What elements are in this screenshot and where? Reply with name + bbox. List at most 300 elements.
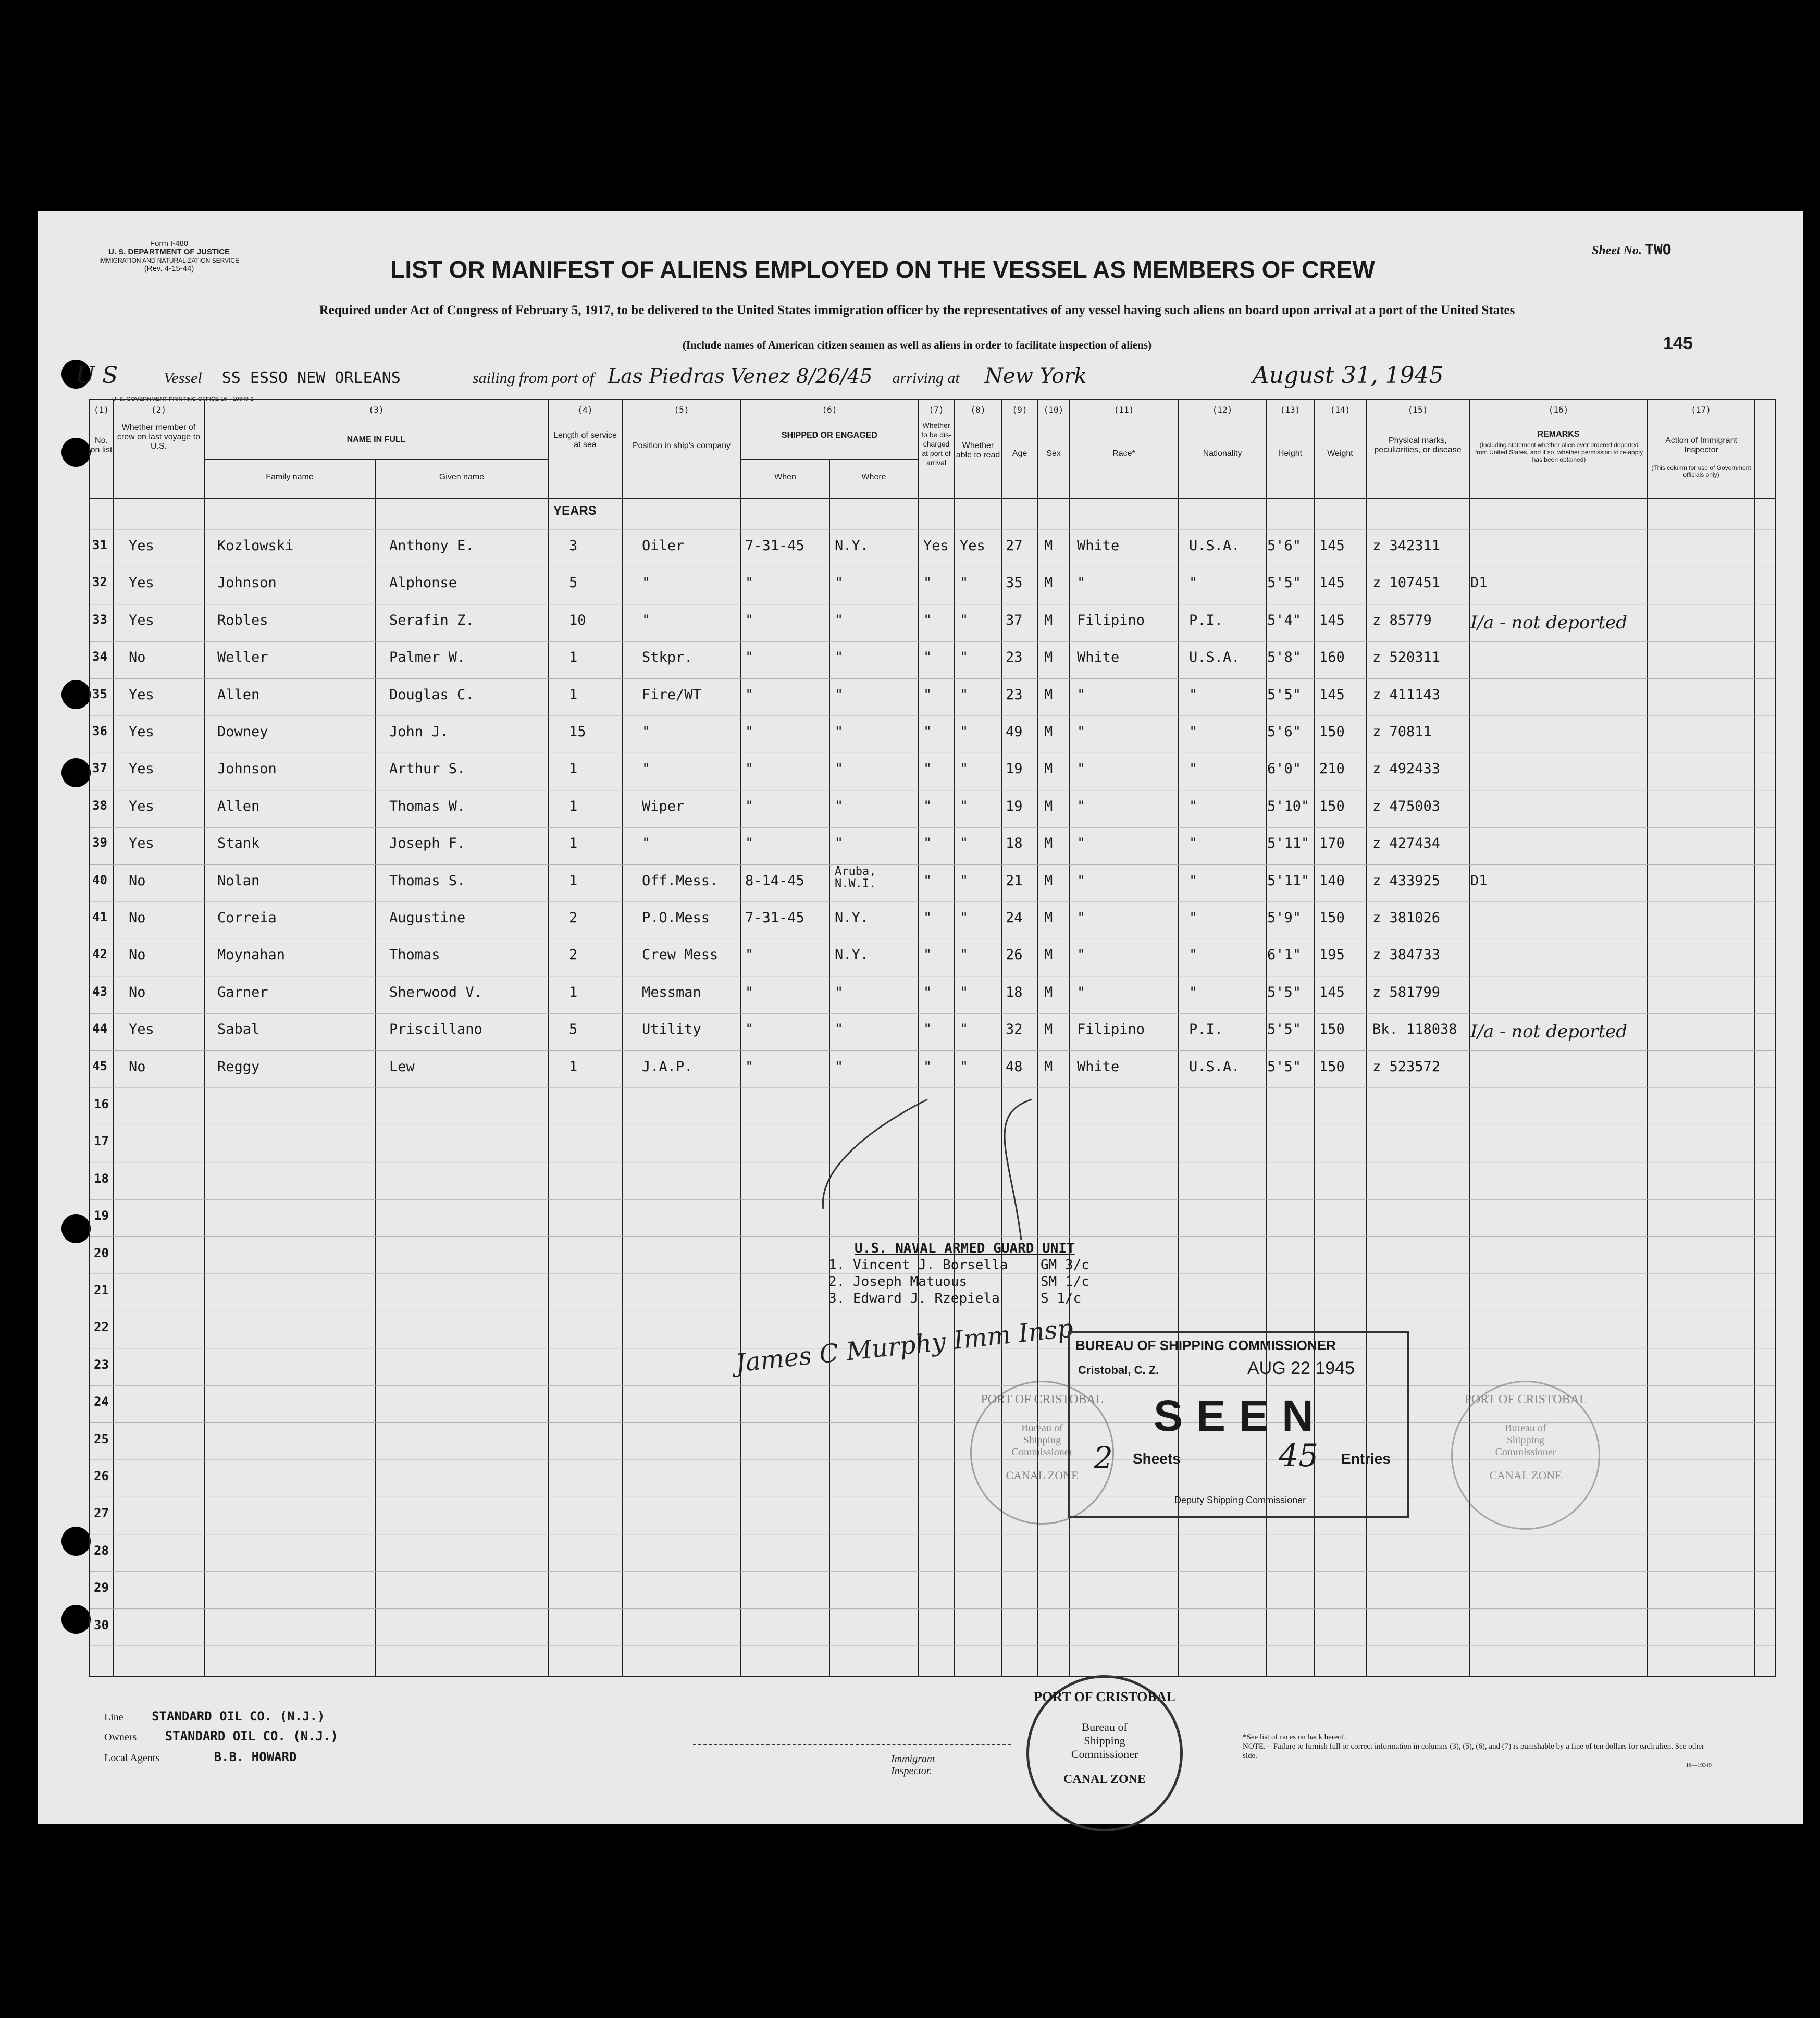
previous-voyage: Yes: [129, 686, 154, 703]
nationality: ": [1189, 984, 1198, 1000]
vessel-mark: U S: [76, 362, 118, 389]
family-name: Weller: [217, 649, 268, 666]
row-number: 26: [94, 1469, 109, 1483]
sex: M: [1044, 761, 1053, 777]
shipped-when: ": [745, 761, 754, 777]
race: ": [1077, 984, 1086, 1000]
col-num: (3): [368, 405, 384, 415]
race: ": [1077, 575, 1086, 591]
table-row: [90, 607, 1775, 644]
seal-outer-text: PORT OF CRISTOBAL: [981, 1393, 1104, 1406]
previous-voyage: No: [129, 947, 146, 963]
family-name: Sabal: [217, 1021, 260, 1038]
given-name: Thomas W.: [389, 798, 466, 814]
age: 37: [1006, 612, 1023, 628]
discharged: ": [923, 649, 932, 666]
arriving-port: New York: [984, 364, 1087, 388]
discharged: ": [923, 910, 932, 926]
nationality: ": [1189, 947, 1198, 963]
age: 27: [1006, 538, 1023, 554]
position: ": [642, 761, 651, 777]
given-name: Priscillano: [389, 1021, 482, 1038]
row-number: 37: [92, 761, 107, 776]
table-row: [90, 1054, 1775, 1091]
shipped-when: 7-31-45: [745, 538, 804, 554]
naval-member: 1. Vincent J. Borsella GM 3/c: [828, 1257, 1089, 1273]
seal-bottom-text: CANAL ZONE: [1006, 1469, 1079, 1482]
col-where: Where: [861, 473, 886, 481]
race: White: [1077, 649, 1120, 666]
row-number: 44: [92, 1021, 107, 1036]
row-number: 31: [92, 538, 107, 552]
stamp-sheets-label: Sheets: [1133, 1451, 1181, 1467]
previous-voyage: No: [129, 984, 146, 1000]
race: ": [1077, 724, 1086, 740]
family-name: Stank: [217, 835, 260, 852]
col-given-name: Given name: [439, 473, 485, 481]
height: 5'5": [1267, 984, 1302, 1000]
row-number: 25: [94, 1431, 109, 1446]
nationality: ": [1189, 910, 1198, 926]
col-num: (1): [94, 405, 109, 415]
shipped-when: ": [745, 835, 754, 852]
family-name: Johnson: [217, 761, 277, 777]
inspector-signature: James C Murphy Imm Insp: [734, 1314, 1075, 1378]
given-name: Thomas S.: [389, 872, 466, 889]
weight: 210: [1319, 761, 1345, 777]
weight: 150: [1319, 1021, 1345, 1038]
sheet-value: TWO: [1645, 241, 1672, 258]
height: 6'1": [1267, 947, 1302, 963]
col-num: (10): [1043, 405, 1064, 415]
height: 5'11": [1267, 835, 1310, 852]
col-num: (11): [1113, 405, 1134, 415]
family-name: Moynahan: [217, 947, 286, 963]
previous-voyage: No: [129, 649, 146, 666]
weight: 145: [1319, 538, 1345, 554]
col-num: (2): [151, 405, 166, 415]
able-to-read: ": [960, 686, 969, 703]
family-name: Allen: [217, 686, 260, 703]
previous-voyage: No: [129, 1058, 146, 1075]
row-number: 32: [92, 575, 107, 590]
sailing-label: sailing from port of: [472, 369, 594, 387]
previous-voyage: Yes: [129, 798, 154, 814]
seal-inner-text: Bureau of Shipping Commissioner: [1495, 1422, 1556, 1458]
weight: 160: [1319, 649, 1345, 666]
given-name: Douglas C.: [389, 686, 474, 703]
punch-hole: [61, 680, 91, 709]
col-race: Race*: [1112, 449, 1135, 458]
shipped-when: ": [745, 686, 754, 703]
race: White: [1077, 538, 1120, 554]
row-number: 21: [94, 1283, 109, 1297]
physical-marks: z 492433: [1372, 761, 1441, 777]
previous-voyage: No: [129, 910, 146, 926]
weight: 145: [1319, 612, 1345, 628]
discharged: ": [923, 612, 932, 628]
shipped-when: 8-14-45: [745, 872, 804, 889]
length-of-service: 15: [569, 724, 586, 740]
height: 5'9": [1267, 910, 1302, 926]
stamp-place: Cristobal, C. Z.: [1078, 1364, 1159, 1377]
row-number: 36: [92, 724, 107, 738]
previous-voyage: Yes: [129, 575, 154, 591]
col-inspector-note: (This column for use of Government officials only): [1651, 464, 1751, 478]
family-name: Nolan: [217, 872, 260, 889]
row-number: 42: [92, 947, 107, 962]
col-discharged: Whether to be dis-charged at port of arrival: [921, 421, 951, 467]
given-name: Arthur S.: [389, 761, 466, 777]
length-of-service: 1: [569, 835, 578, 852]
weight: 145: [1319, 984, 1345, 1000]
family-name: Johnson: [217, 575, 277, 591]
stamp-sheets-count: 2: [1094, 1440, 1113, 1476]
previous-voyage: Yes: [129, 835, 154, 852]
weight: 150: [1319, 910, 1345, 926]
race: ": [1077, 835, 1086, 852]
discharged: ": [923, 798, 932, 814]
col-nationality: Nationality: [1203, 449, 1242, 458]
race: ": [1077, 910, 1086, 926]
shipped-where: ": [835, 724, 844, 740]
races-note: *See list of races on back hereof.: [1243, 1733, 1346, 1741]
height: 5'5": [1267, 1021, 1302, 1038]
race: ": [1077, 761, 1086, 777]
col-remarks: REMARKS: [1537, 430, 1580, 439]
sex: M: [1044, 612, 1053, 628]
shipped-where: ": [835, 1058, 844, 1075]
height: 6'0": [1267, 761, 1302, 777]
col-num: (7): [928, 405, 944, 415]
table-row: [90, 644, 1775, 681]
shipped-where: Aruba, N.W.I.: [835, 864, 876, 890]
weight: 195: [1319, 947, 1345, 963]
row-number: 38: [92, 798, 107, 813]
row-number: 33: [92, 612, 107, 627]
department: U. S. DEPARTMENT OF JUSTICE: [108, 247, 230, 256]
length-of-service: 5: [569, 1021, 578, 1038]
seal-outer-text: PORT OF CRISTOBAL: [1034, 1689, 1175, 1704]
age: 18: [1006, 984, 1023, 1000]
given-name: Joseph F.: [389, 835, 466, 852]
nationality: ": [1189, 761, 1198, 777]
row-number: 45: [92, 1058, 107, 1073]
able-to-read: ": [960, 835, 969, 852]
family-name: Downey: [217, 724, 268, 740]
position: Fire/WT: [642, 686, 701, 703]
row-number: 28: [94, 1543, 109, 1558]
shipped-where: ": [835, 835, 844, 852]
shipped-where: ": [835, 575, 844, 591]
previous-voyage: Yes: [129, 761, 154, 777]
weight: 140: [1319, 872, 1345, 889]
position: Messman: [642, 984, 701, 1000]
age: 35: [1006, 575, 1023, 591]
col-shipped-engaged: SHIPPED OR ENGAGED: [781, 431, 878, 440]
length-of-service: 1: [569, 984, 578, 1000]
family-name: Reggy: [217, 1058, 260, 1075]
naval-heading: U.S. NAVAL ARMED GUARD UNIT: [855, 1241, 1075, 1256]
length-of-service: 1: [569, 1058, 578, 1075]
physical-marks: z 85779: [1372, 612, 1432, 628]
naval-member: 2. Joseph Matuous SM 1/c: [828, 1274, 1089, 1290]
cristobal-seal-faint-right: [1451, 1381, 1600, 1530]
position: ": [642, 724, 651, 740]
nationality: ": [1189, 872, 1198, 889]
notes-code: 16—19349: [1686, 1762, 1712, 1768]
length-of-service: 1: [569, 761, 578, 777]
table-row: [90, 682, 1775, 719]
physical-marks: z 342311: [1372, 538, 1441, 554]
nationality: P.I.: [1189, 612, 1223, 628]
nationality: ": [1189, 686, 1198, 703]
able-to-read: ": [960, 1058, 969, 1075]
weight: 145: [1319, 686, 1345, 703]
sex: M: [1044, 872, 1053, 889]
family-name: Correia: [217, 910, 277, 926]
seal-inner-text: Bureau of Shipping Commissioner: [1071, 1720, 1138, 1761]
race: ": [1077, 798, 1086, 814]
col-length-of-service: Length of service at sea: [553, 431, 617, 449]
age: 18: [1006, 835, 1023, 852]
able-to-read: ": [960, 910, 969, 926]
table-row: [90, 905, 1775, 942]
age: 32: [1006, 1021, 1023, 1038]
position: Crew Mess: [642, 947, 719, 963]
able-to-read: ": [960, 872, 969, 889]
shipped-when: ": [745, 575, 754, 591]
position: Oiler: [642, 538, 685, 554]
able-to-read: ": [960, 649, 969, 666]
table-row: [90, 719, 1775, 756]
col-num: (15): [1407, 405, 1428, 415]
given-name: Thomas: [389, 947, 440, 963]
physical-marks: z 107451: [1372, 575, 1441, 591]
col-num: (5): [674, 405, 689, 415]
nationality: ": [1189, 835, 1198, 852]
table-row: [90, 570, 1775, 606]
col-height: Height: [1278, 449, 1303, 458]
physical-marks: z 427434: [1372, 835, 1441, 852]
length-of-service: 5: [569, 575, 578, 591]
shipped-when: 7-31-45: [745, 910, 804, 926]
owners-value: STANDARD OIL CO. (N.J.): [165, 1729, 339, 1743]
col-name-in-full: NAME IN FULL: [346, 435, 406, 444]
nationality: ": [1189, 724, 1198, 740]
shipped-when: ": [745, 798, 754, 814]
physical-marks: z 70811: [1372, 724, 1432, 740]
length-of-service: 2: [569, 910, 578, 926]
commissioner-stamp: [1068, 1331, 1409, 1518]
table-row: [90, 979, 1775, 1016]
position: P.O.Mess: [642, 910, 710, 926]
physical-marks: z 475003: [1372, 798, 1441, 814]
given-name: Augustine: [389, 910, 466, 926]
shipped-when: ": [745, 649, 754, 666]
nationality: P.I.: [1189, 1021, 1223, 1038]
physical-marks: z 433925: [1372, 872, 1441, 889]
col-weight: Weight: [1327, 449, 1353, 458]
age: 49: [1006, 724, 1023, 740]
col-num: (6): [822, 405, 837, 415]
footnotes: [1243, 1732, 1712, 1770]
previous-voyage: No: [129, 872, 146, 889]
given-name: Lew: [389, 1058, 415, 1075]
row-number: 18: [94, 1171, 109, 1186]
arriving-label: arriving at: [892, 369, 960, 387]
shipped-when: ": [745, 612, 754, 628]
discharged: ": [923, 575, 932, 591]
row-number: 41: [92, 910, 107, 924]
age: 19: [1006, 761, 1023, 777]
nationality: U.S.A.: [1189, 649, 1240, 666]
row-number: 27: [94, 1506, 109, 1521]
sex: M: [1044, 649, 1053, 666]
col-inspector-action: Action of Immigrant Inspector: [1665, 436, 1737, 454]
cristobal-seal: [1026, 1675, 1183, 1831]
sex: M: [1044, 724, 1053, 740]
sex: M: [1044, 538, 1053, 554]
inspector-label: Immigrant Inspector.: [891, 1753, 935, 1777]
physical-marks: z 581799: [1372, 984, 1441, 1000]
seal-bottom-text: CANAL ZONE: [1489, 1469, 1562, 1482]
row-number: 29: [94, 1580, 109, 1595]
shipped-when: ": [745, 984, 754, 1000]
race: ": [1077, 872, 1086, 889]
position: ": [642, 835, 651, 852]
nationality: ": [1189, 575, 1198, 591]
weight: 150: [1319, 724, 1345, 740]
family-name: Robles: [217, 612, 268, 628]
weight: 150: [1319, 1058, 1345, 1075]
row-number: 39: [92, 835, 107, 850]
shipped-where: ": [835, 984, 844, 1000]
row-number: 35: [92, 686, 107, 701]
length-of-service: 3: [569, 538, 578, 554]
stamp-seen: SEEN: [1154, 1391, 1327, 1440]
stamp-heading: BUREAU OF SHIPPING COMMISSIONER: [1075, 1338, 1336, 1353]
height: 5'5": [1267, 575, 1302, 591]
row-number: 23: [94, 1357, 109, 1372]
length-of-service: 10: [569, 612, 586, 628]
failure-note: NOTE.—Failure to furnish full or correct information in columns (3), (5), (6), and (7) is punishable by a fine of ten dollars for each alien. See other side.: [1243, 1742, 1704, 1760]
signature-strokes: [813, 1094, 1042, 1251]
age: 48: [1006, 1058, 1023, 1075]
row-number: 40: [92, 872, 107, 887]
previous-voyage: Yes: [129, 724, 154, 740]
stamp-deputy: Deputy Shipping Commissioner: [1174, 1495, 1306, 1505]
race: ": [1077, 947, 1086, 963]
age: 23: [1006, 686, 1023, 703]
col-num: (17): [1691, 405, 1711, 415]
shipped-where: N.Y.: [835, 947, 869, 963]
punch-hole: [61, 1527, 91, 1556]
height: 5'5": [1267, 686, 1302, 703]
col-previous-voyage: Whether member of crew on last voyage to U.S.: [117, 423, 201, 451]
page-title: LIST OR MANIFEST OF ALIENS EMPLOYED ON THE VESSEL AS MEMBERS OF CREW: [390, 256, 1375, 283]
discharged: ": [923, 872, 932, 889]
height: 5'11": [1267, 872, 1310, 889]
sex: M: [1044, 1021, 1053, 1038]
col-num: (14): [1330, 405, 1351, 415]
position: Stkpr.: [642, 649, 693, 666]
required-statement: Required under Act of Congress of February 5, 1917, to be delivered to the United States immigration officer by the representatives of any vessel having such aliens on board upon arrival at a port of the United States: [319, 303, 1515, 317]
table-row: [90, 942, 1775, 979]
physical-marks: z 523572: [1372, 1058, 1441, 1075]
race: White: [1077, 1058, 1120, 1075]
height: 5'4": [1267, 612, 1302, 628]
discharged: ": [923, 947, 932, 963]
race: ": [1077, 686, 1086, 703]
height: 5'6": [1267, 724, 1302, 740]
table-row: [90, 1016, 1775, 1053]
remarks: I/a - not deported: [1470, 612, 1628, 633]
able-to-read: ": [960, 798, 969, 814]
shipped-where: ": [835, 798, 844, 814]
row-number: 19: [94, 1208, 109, 1223]
sex: M: [1044, 835, 1053, 852]
punch-hole: [61, 758, 91, 787]
punch-hole: [61, 438, 91, 467]
col-num: (9): [1012, 405, 1027, 415]
row-number: 17: [94, 1134, 109, 1149]
able-to-read: ": [960, 612, 969, 628]
form-number: Form I-480: [150, 239, 189, 248]
discharged: ": [923, 724, 932, 740]
include-note: (Include names of American citizen seamen as well as aliens in order to facilitate inspection of aliens): [682, 339, 1152, 351]
race: Filipino: [1077, 612, 1145, 628]
weight: 170: [1319, 835, 1345, 852]
physical-marks: z 384733: [1372, 947, 1441, 963]
height: 5'6": [1267, 538, 1302, 554]
line-value: STANDARD OIL CO. (N.J.): [152, 1709, 325, 1724]
row-number: 34: [92, 649, 107, 664]
sex: M: [1044, 1058, 1053, 1075]
table-row: [90, 830, 1775, 867]
position: ": [642, 575, 651, 591]
gpo-note: U. S. GOVERNMENT PRINTING OFFICE 16—19349-2: [112, 396, 254, 402]
sex: M: [1044, 575, 1053, 591]
col-no-on-list: No. on list: [90, 436, 113, 454]
arrival-date: August 31, 1945: [1252, 362, 1444, 389]
position: Utility: [642, 1021, 701, 1038]
given-name: John J.: [389, 724, 449, 740]
punch-hole: [61, 1214, 91, 1243]
physical-marks: z 520311: [1372, 649, 1441, 666]
seal-bottom-text: CANAL ZONE: [1063, 1773, 1146, 1786]
length-of-service: 1: [569, 872, 578, 889]
nationality: U.S.A.: [1189, 1058, 1240, 1075]
shipped-when: ": [745, 1021, 754, 1038]
seal-inner-text: Bureau of Shipping Commissioner: [1011, 1422, 1073, 1458]
shipped-where: ": [835, 686, 844, 703]
table-row: [90, 756, 1775, 793]
sailing-port: Las Piedras Venez 8/26/45: [608, 365, 873, 388]
age: 19: [1006, 798, 1023, 814]
previous-voyage: Yes: [129, 612, 154, 628]
sex: M: [1044, 910, 1053, 926]
agents-label: Local Agents: [104, 1752, 160, 1764]
col-num: (8): [970, 405, 986, 415]
age: 23: [1006, 649, 1023, 666]
vessel-label: Vessel: [164, 369, 202, 387]
shipped-where: ": [835, 649, 844, 666]
given-name: Sherwood V.: [389, 984, 482, 1000]
position: Off.Mess.: [642, 872, 719, 889]
physical-marks: z 381026: [1372, 910, 1441, 926]
years-label: YEARS: [553, 504, 597, 518]
